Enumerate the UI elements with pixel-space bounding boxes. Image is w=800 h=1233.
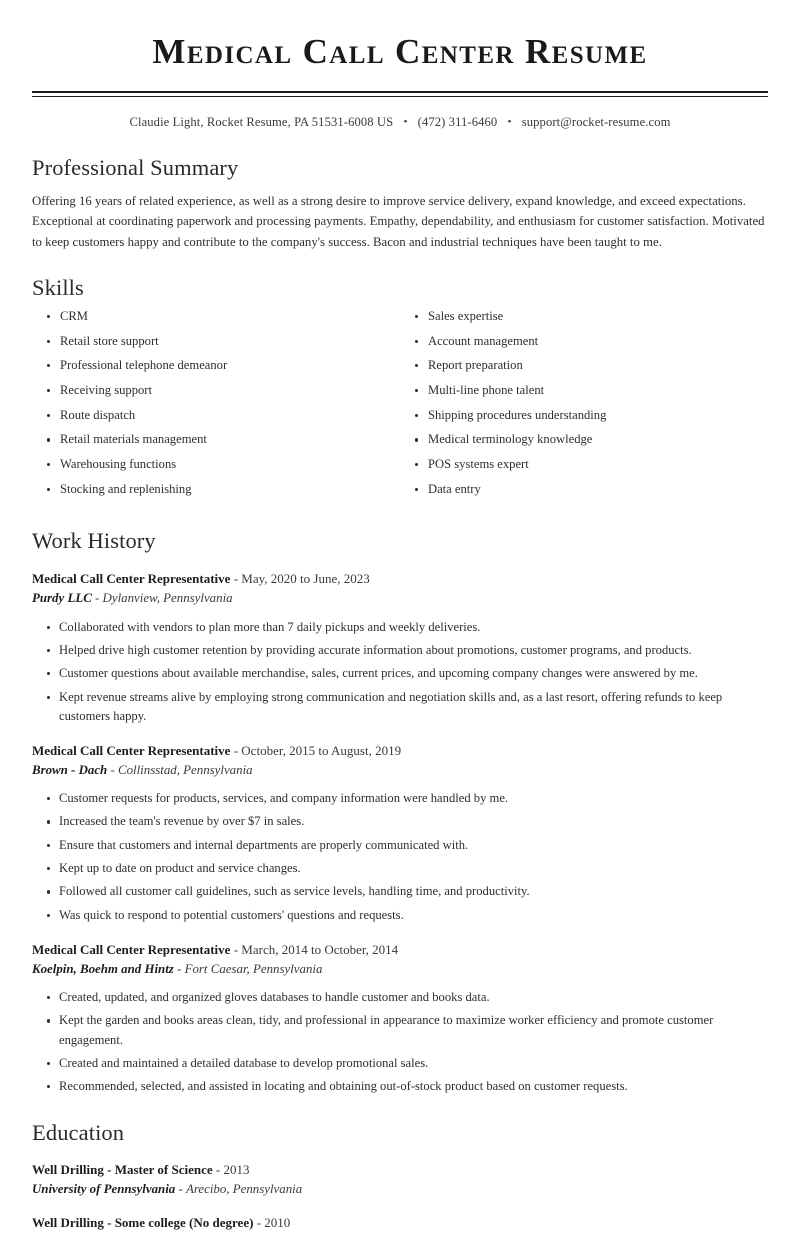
list-item: Recommended, selected, and assisted in locating and obtaining out-of-stock product based on customer requests.: [32, 1077, 768, 1096]
list-item: Created and maintained a detailed database to develop promotional sales.: [32, 1054, 768, 1073]
job-dates: May, 2020 to June, 2023: [241, 571, 370, 587]
list-item: Ensure that customers and internal departments are properly communicated with.: [32, 836, 768, 855]
skills-column-right: [400, 310, 768, 508]
list-item: CRM: [32, 310, 400, 323]
work-history-entry: [32, 570, 768, 725]
education-degree: Well Drilling - Master of Science: [32, 1162, 213, 1178]
summary-text: Offering 16 years of related experience, as well as a strong desire to improve service delivery, expand knowledge, and exceed expectations. Exceptional at coordinating paperwork and processing payments. Empathy, dependability, and enthusiasm for customer satisfaction. Motivated to keep customers happy and contribute to the company's success. Bacon and industrial techniques have been taught to me.: [32, 193, 765, 250]
education-degree: Well Drilling - Some college (No degree): [32, 1215, 254, 1231]
contact-name-address: Claudie Light, Rocket Resume, PA 51531-6008 US: [129, 114, 394, 129]
section-heading-summary: Professional Summary: [32, 154, 239, 180]
education-location: Arecibo, Pennsylvania: [185, 1181, 303, 1196]
education-school: University of Pennsylvania: [32, 1181, 176, 1196]
job-company-line: Brown - Dach - Collinsstad, Pennsylvania: [32, 762, 253, 777]
education-entry: [32, 1160, 768, 1199]
contact-phone: (472) 311-6460: [417, 114, 498, 129]
education-entry: [32, 1213, 768, 1233]
education-school-line: University of Pennsylvania - Arecibo, Pennsylvania: [32, 1181, 303, 1196]
work-history-entry: [32, 742, 768, 925]
page-title: Medical Call Center Resume: [152, 32, 648, 71]
list-item: Stocking and replenishing: [32, 483, 400, 496]
list-item: Retail store support: [32, 335, 400, 348]
education-year: 2013: [223, 1162, 250, 1178]
list-item: Retail materials management: [32, 433, 400, 446]
list-item: Increased the team's revenue by over $7 in sales.: [32, 812, 768, 831]
contact-separator-2: •: [507, 115, 512, 128]
header-divider: [32, 91, 768, 98]
job-company: Purdy LLC: [32, 591, 92, 606]
job-title-line: Medical Call Center Representative - October, 2015 to August, 2019: [32, 742, 402, 758]
job-bullets: [32, 618, 768, 726]
list-item: Warehousing functions: [32, 458, 400, 471]
header-divider-thick-line: [32, 91, 768, 93]
job-location: Fort Caesar, Pennsylvania: [184, 961, 323, 976]
work-history-entry: [32, 941, 768, 1096]
list-item: Multi-line phone talent: [400, 384, 768, 397]
job-company: Brown - Dach: [32, 762, 108, 777]
skills-columns: [32, 310, 768, 508]
contact-line: [32, 115, 768, 130]
list-item: Kept revenue streams alive by employing strong communication and negotiation skills and, as a last resort, offering refunds to keep customers happy.: [32, 688, 768, 726]
job-bullets: [32, 789, 768, 925]
list-item: Medical terminology knowledge: [400, 433, 768, 446]
list-item: Customer questions about available merchandise, sales, current prices, and upcoming company changes were answered by me.: [32, 664, 768, 683]
contact-email: support@rocket-resume.com: [521, 114, 671, 129]
skills-column-left: [32, 310, 400, 508]
job-bullets: [32, 988, 768, 1096]
job-dates: March, 2014 to October, 2014: [241, 941, 399, 957]
list-item: Receiving support: [32, 384, 400, 397]
job-title: Medical Call Center Representative: [32, 941, 231, 957]
list-item: Was quick to respond to potential customers' questions and requests.: [32, 906, 768, 925]
list-item: Followed all customer call guidelines, such as service levels, handling time, and productivity.: [32, 882, 768, 901]
job-title-line: Medical Call Center Representative - May, 2020 to June, 2023: [32, 571, 370, 587]
header-divider-thin-line: [32, 96, 768, 97]
list-item: Shipping procedures understanding: [400, 409, 768, 422]
list-item: Report preparation: [400, 359, 768, 372]
contact-separator-1: •: [403, 115, 408, 128]
job-company-line: Koelpin, Boehm and Hintz - Fort Caesar, Pennsylvania: [32, 961, 323, 976]
job-company: Koelpin, Boehm and Hintz: [32, 961, 174, 976]
job-title: Medical Call Center Representative: [32, 742, 231, 758]
section-heading-work-history: Work History: [32, 528, 156, 554]
list-item: Helped drive high customer retention by providing accurate information about promotions, customer programs, and products.: [32, 641, 768, 660]
job-title: Medical Call Center Representative: [32, 571, 231, 587]
education-degree-line: Well Drilling - Master of Science - 2013: [32, 1162, 250, 1178]
job-title-line: Medical Call Center Representative - March, 2014 to October, 2014: [32, 941, 399, 957]
section-heading-education: Education: [32, 1120, 125, 1146]
list-item: Created, updated, and organized gloves databases to handle customer and books data.: [32, 988, 768, 1007]
education-year: 2010: [264, 1215, 291, 1231]
list-item: Customer requests for products, services, and company information were handled by me.: [32, 789, 768, 808]
job-location: Dylanview, Pennsylvania: [102, 591, 233, 606]
list-item: Collaborated with vendors to plan more than 7 daily pickups and weekly deliveries.: [32, 618, 768, 637]
list-item: Sales expertise: [400, 310, 768, 323]
job-dates: October, 2015 to August, 2019: [241, 742, 402, 758]
list-item: Kept the garden and books areas clean, tidy, and professional in appearance to maximize worker efficiency and promote customer engagement.: [32, 1011, 768, 1049]
section-heading-skills: Skills: [32, 274, 84, 300]
education-degree-line: Well Drilling - Some college (No degree) - 2010: [32, 1215, 291, 1231]
list-item: Professional telephone demeanor: [32, 359, 400, 372]
skills-list-left: [32, 310, 400, 495]
job-company-line: Purdy LLC - Dylanview, Pennsylvania: [32, 591, 233, 606]
job-location: Collinsstad, Pennsylvania: [117, 762, 253, 777]
skills-list-right: [400, 310, 768, 495]
list-item: Route dispatch: [32, 409, 400, 422]
list-item: Data entry: [400, 483, 768, 496]
list-item: Account management: [400, 335, 768, 348]
list-item: POS systems expert: [400, 458, 768, 471]
list-item: Kept up to date on product and service changes.: [32, 859, 768, 878]
